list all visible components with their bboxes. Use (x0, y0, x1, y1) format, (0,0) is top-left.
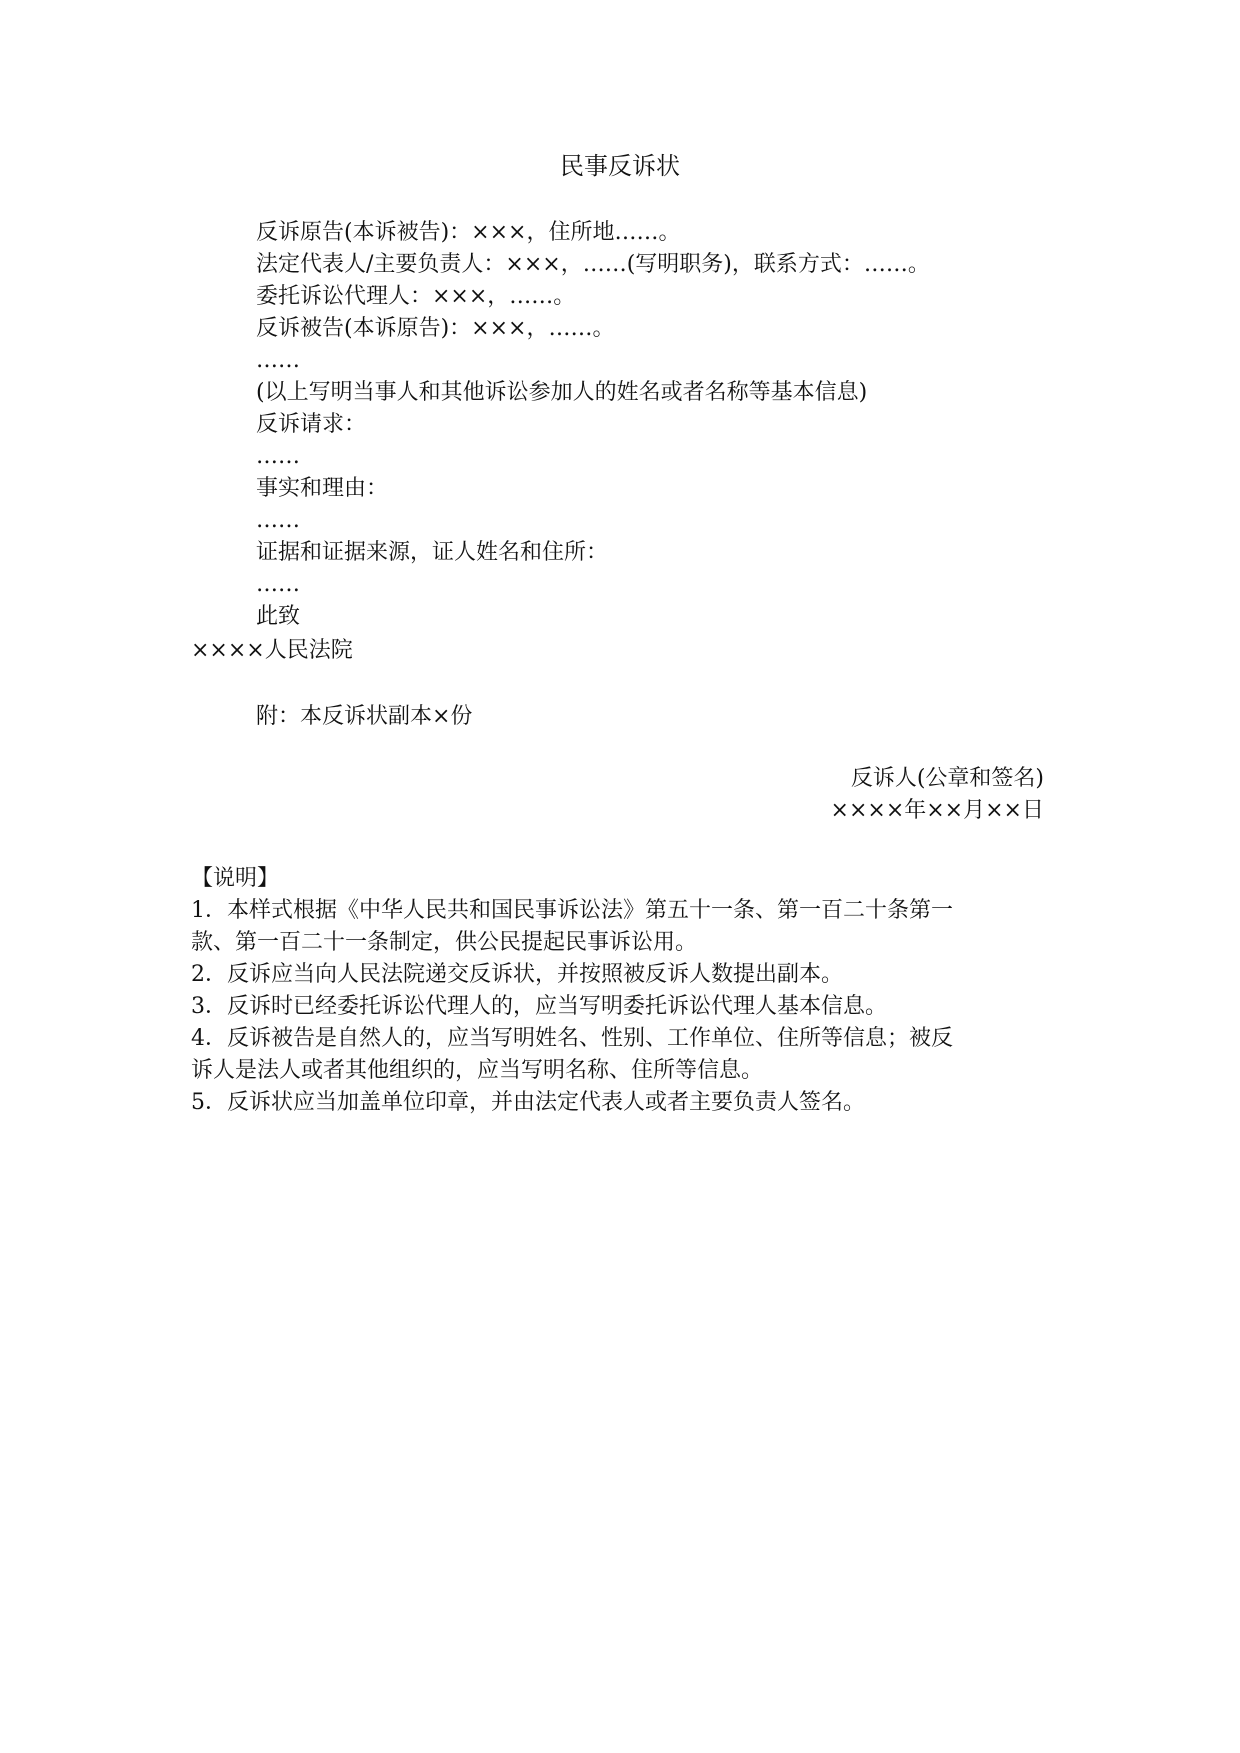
signer-label: 反诉人(公章和签名) (850, 766, 1044, 791)
note-line: 5．反诉状应当加盖单位印章，并由法定代表人或者主要负责人签名。 (191, 1090, 865, 1115)
facts-body: …… (256, 508, 300, 533)
note-line: 1．本样式根据《中华人民共和国民事诉讼法》第五十一条、第一百二十条第一 (191, 898, 953, 923)
notes-section (191, 864, 1056, 1120)
request-body: …… (256, 444, 300, 469)
document-title: 民事反诉状 (560, 152, 680, 180)
party-counter-plaintiff: 反诉原告(本诉被告)：×××，住所地……。 (256, 220, 681, 245)
note-line: 4．反诉被告是自然人的，应当写明姓名、性别、工作单位、住所等信息；被反 (191, 1026, 953, 1051)
salutation: 此致 (256, 604, 301, 629)
notes-heading: 【说明】 (191, 866, 280, 891)
attachment-note: 附：本反诉状副本×份 (256, 704, 473, 729)
party-legal-representative: 法定代表人/主要负责人：×××，……(写明职务)，联系方式：……。 (256, 252, 930, 277)
evidence-label: 证据和证据来源，证人姓名和住所： (256, 540, 609, 565)
facts-label: 事实和理由： (256, 476, 389, 501)
party-ellipsis: …… (256, 348, 300, 373)
signature-date: ××××年××月××日 (830, 798, 1044, 823)
note-line: 2．反诉应当向人民法院递交反诉状，并按照被反诉人数提出副本。 (191, 962, 843, 987)
note-line: 3．反诉时已经委托诉讼代理人的，应当写明委托诉讼代理人基本信息。 (191, 994, 887, 1019)
parties-block (256, 218, 1076, 634)
note-line: 款、第一百二十一条制定，供公民提起民事诉讼用。 (191, 930, 698, 955)
party-instruction: (以上写明当事人和其他诉讼参加人的姓名或者名称等基本信息) (256, 380, 868, 405)
evidence-body: …… (256, 572, 300, 597)
party-agent: 委托诉讼代理人：×××，……。 (256, 284, 576, 309)
note-line: 诉人是法人或者其他组织的，应当写明名称、住所等信息。 (191, 1058, 764, 1083)
request-label: 反诉请求： (256, 412, 367, 437)
party-counter-defendant: 反诉被告(本诉原告)：×××，……。 (256, 316, 615, 341)
signature-block (831, 764, 1044, 828)
court-name: ××××人民法院 (191, 638, 353, 663)
